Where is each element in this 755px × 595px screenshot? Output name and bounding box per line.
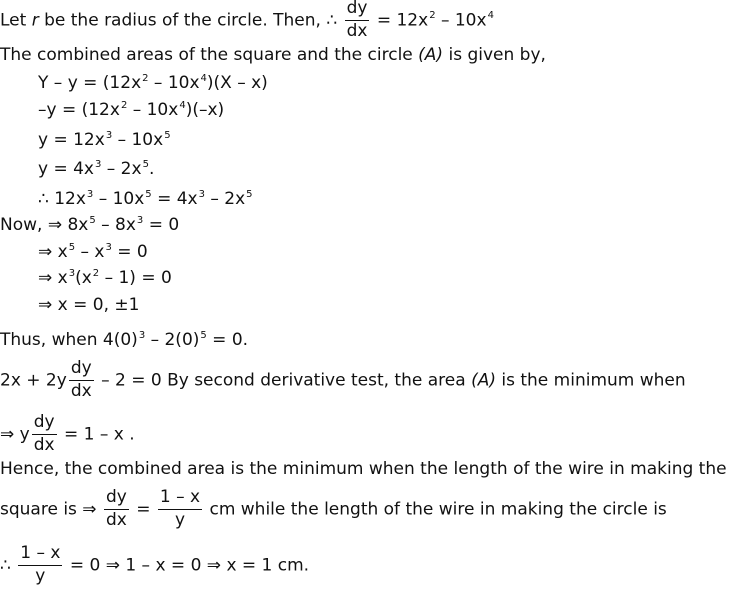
text-line-hence: Hence, the combined area is the minimum when the length of the wire in making the — [0, 459, 727, 479]
equation-y-4x3: $y = 4x^3 - 2x^5$. — [38, 159, 155, 179]
var-r: r — [31, 10, 39, 31]
text-line-square: square is ⇒ $\frac{dy}{dx}$ = $\frac{1 - x}{y}$ cm while the length of the wire in making the circle is — [0, 487, 667, 530]
equation-y-dy-dx: ⇒ y $\frac{dy}{dx}$ = 1 – x . — [0, 412, 135, 455]
fraction-dy-dx: $\frac{dy}{dx}$ — [105, 487, 127, 530]
text-line-thus: Thus, when $4(0)^3 - 2(0)^5 = 0$. — [0, 330, 249, 350]
equation-final: ∴ $\frac{1 - x}{y}$ = 0 ⇒ 1 – x = 0 ⇒ x = 1 cm. — [0, 543, 310, 586]
fraction-dy-dx: $\frac{dy}{dx}$ — [33, 412, 55, 455]
equation-y-12x3: $y = 12x^3 - 10x^5$ — [38, 130, 171, 150]
equation-therefore-equal: ∴ $12x^3 - 10x^5 = 4x^3 - 2x^5$ — [38, 189, 253, 209]
text-line-radius: Let r be the radius of the circle. Then, ∴ $\frac{dy}{dx}$ = $12x^2 - 10x^4$ — [0, 0, 494, 41]
equation-x5-x3: ⇒ $x^5 - x^3 = 0$ — [38, 242, 148, 262]
fraction-one-minus-x-over-y: $\frac{1 - x}{y}$ — [20, 543, 61, 586]
text-line-combined-areas: The combined areas of the square and the circle (A) is given by, — [0, 45, 546, 65]
text-line-second-derivative: 2x + 2y $\frac{dy}{dx}$ – 2 = 0 By second derivative test, the area (A) is the minimum when — [0, 358, 686, 401]
equation-tangent-line: $Y - y = (12x^2 - 10x^4)(X - x)$ — [38, 73, 268, 93]
therefore-symbol: ∴ — [326, 10, 343, 31]
equation-roots: ⇒ x = 0, ±1 — [38, 295, 140, 315]
fraction-dy-dx: $\frac{dy}{dx}$ — [70, 358, 92, 401]
equation-negative-y: $-y = (12x^2 - 10x^4)(-x)$ — [38, 100, 225, 120]
fraction-one-minus-x-over-y: $\frac{1 - x}{y}$ — [159, 487, 201, 530]
fraction-dy-dx: $\frac{dy}{dx}$ — [346, 0, 368, 41]
equation-now: Now, ⇒ $8x^5 - 8x^3 = 0$ — [0, 215, 180, 235]
equation-factored: ⇒ $x^3(x^2 - 1) = 0$ — [38, 268, 172, 288]
